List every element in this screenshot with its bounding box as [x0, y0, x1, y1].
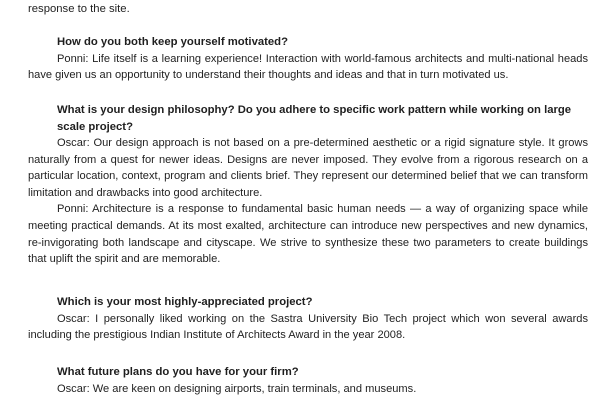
qa-block-motivation [28, 34, 588, 84]
answer-oscar-future-plans [28, 381, 588, 398]
question-motivation: How do you both keep yourself motivated? [57, 36, 288, 48]
answer-text: Life itself is a learning experience! Interaction with world-famous architects and multi-national heads have given us an opportunity to understand their thoughts and ideas and that in turn motivated us. [28, 52, 588, 82]
question-appreciated-project: Which is your most highly-appreciated project? [57, 296, 313, 308]
answer-oscar-design-philosophy [28, 135, 588, 201]
answer-ponni-design-philosophy [28, 201, 588, 267]
qa-block-design-philosophy [28, 102, 588, 268]
qa-block-future-plans [28, 364, 588, 397]
speaker-label: Oscar: [57, 382, 90, 395]
intro-text-tail: response to the site. [28, 3, 130, 15]
speaker-label: Ponni: [57, 52, 89, 65]
speaker-label: Ponni: [57, 203, 89, 216]
question-design-philosophy: What is your design philosophy? Do you adhere to specific work pattern while working on large scale project? [57, 104, 572, 133]
answer-text: Our design approach is not based on a pre-determined aesthetic or a rigid signature style. It grows naturally from a quest for newer ideas. Designs are never imposed. They evolve from a rigorous research on a particular location, context, program and clients brief. They represent our determined belief that we can transform limitation and drawbacks into good architecture. [28, 137, 588, 199]
answer-ponni-motivation [28, 51, 588, 84]
answer-oscar-appreciated-project [28, 311, 588, 344]
speaker-label: Oscar: [57, 137, 90, 149]
answer-text: Architecture is a response to fundamental basic human needs — a way of organizing space while meeting practical demands. At its most exalted, architecture can introduce new perspectives and new dynamics, re-invigorating both landscape and cityscape. We strive to synthesize these two parameters to create buildings that uplift the spirit and are memorable. [28, 203, 588, 266]
answer-text: We are keen on designing airports, train terminals, and museums. [89, 382, 417, 395]
question-future-plans: What future plans do you have for your firm? [57, 366, 299, 378]
answer-text: I personally liked working on the Sastra University Bio Tech project which won several awards including the prestigious Indian Institute of Architects Award in the year 2008. [28, 312, 588, 342]
qa-block-appreciated-project [28, 294, 588, 344]
speaker-label: Oscar: [57, 312, 90, 325]
